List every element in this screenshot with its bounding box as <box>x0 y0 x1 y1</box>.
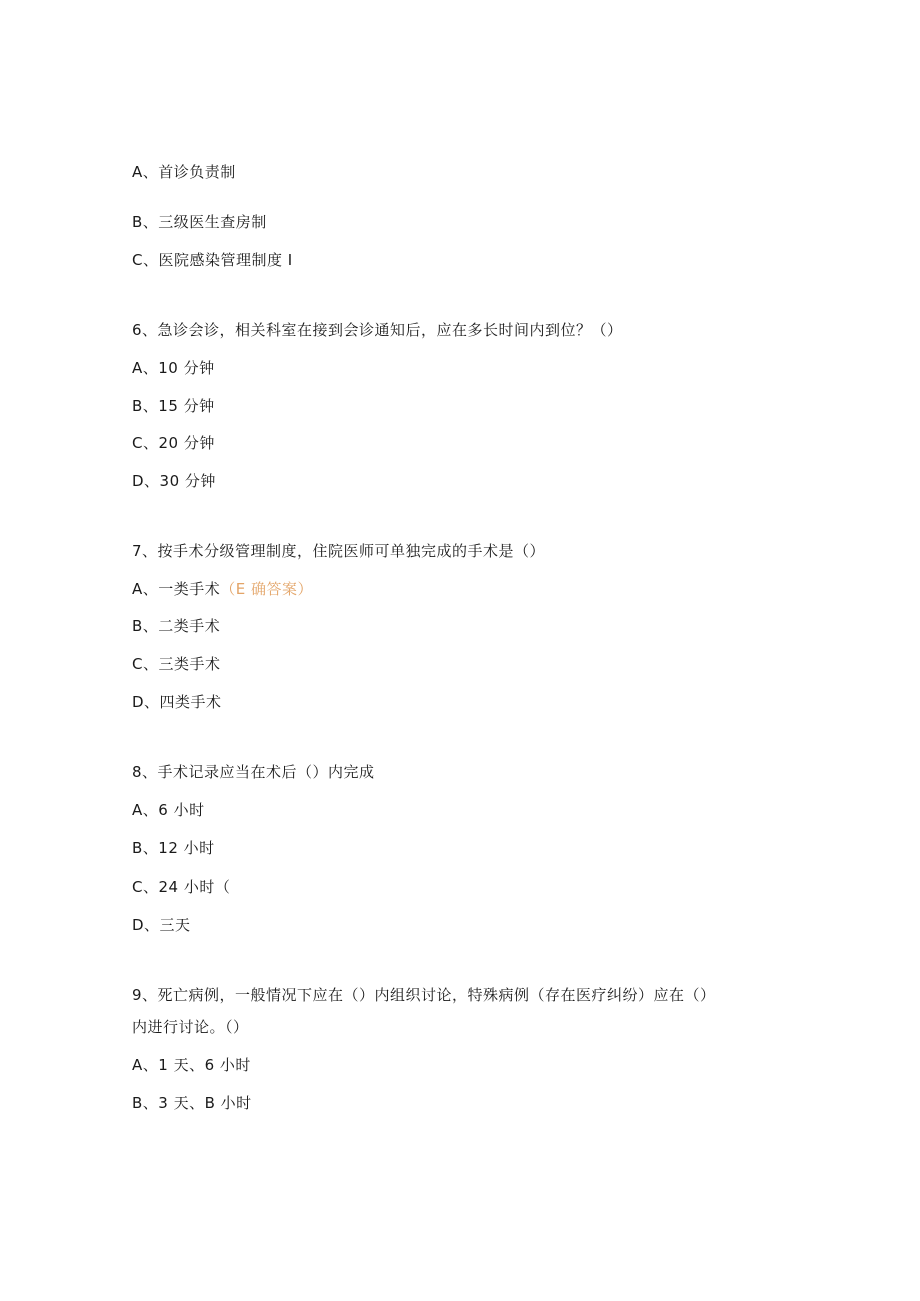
question-7-option-a <box>132 579 313 599</box>
question-9-option-a: A、1 天、6 小时 <box>132 1056 251 1074</box>
question-6-option-a: A、10 分钟 <box>132 359 215 377</box>
question-6-option-b: B、15 分钟 <box>132 397 215 415</box>
question-7-stem: 7、按手术分级管理制度，住院医师可单独完成的手术是（） <box>132 542 546 560</box>
question-6-option-c: C、20 分钟 <box>132 434 215 452</box>
question-8-option-d: D、三天 <box>132 916 191 934</box>
question-6-stem: 6、急诊会诊，相关科室在接到会诊通知后，应在多长时间内到位？（） <box>132 321 623 339</box>
question-7-option-d: D、四类手术 <box>132 693 222 711</box>
question-7-option-a-text: A、一类手术 <box>132 580 221 598</box>
question-7-option-c: C、三类手术 <box>132 655 221 673</box>
option-b-carry: B、三级医生查房制 <box>132 213 267 231</box>
option-c-carry: C、医院感染管理制度 I <box>132 251 293 269</box>
question-8-stem: 8、手术记录应当在术后（）内完成 <box>132 763 375 781</box>
question-8-option-a: A、6 小时 <box>132 801 205 819</box>
question-8-option-b: B、12 小时 <box>132 839 215 857</box>
question-9-stem-line-2: 内进行讨论。（） <box>132 1018 249 1036</box>
question-9-stem-line-1: 9、死亡病例，一般情况下应在（）内组织讨论，特殊病例（存在医疗纠纷）应在（） <box>132 986 716 1004</box>
option-a-carry: A、首诊负责制 <box>132 163 236 181</box>
question-9-option-b: B、3 天、B 小时 <box>132 1094 252 1112</box>
answer-note: （E 确答案） <box>220 580 314 598</box>
question-8-option-c: C、24 小时（ <box>132 878 231 896</box>
question-6-option-d: D、30 分钟 <box>132 472 216 490</box>
question-7-option-b: B、二类手术 <box>132 617 221 635</box>
